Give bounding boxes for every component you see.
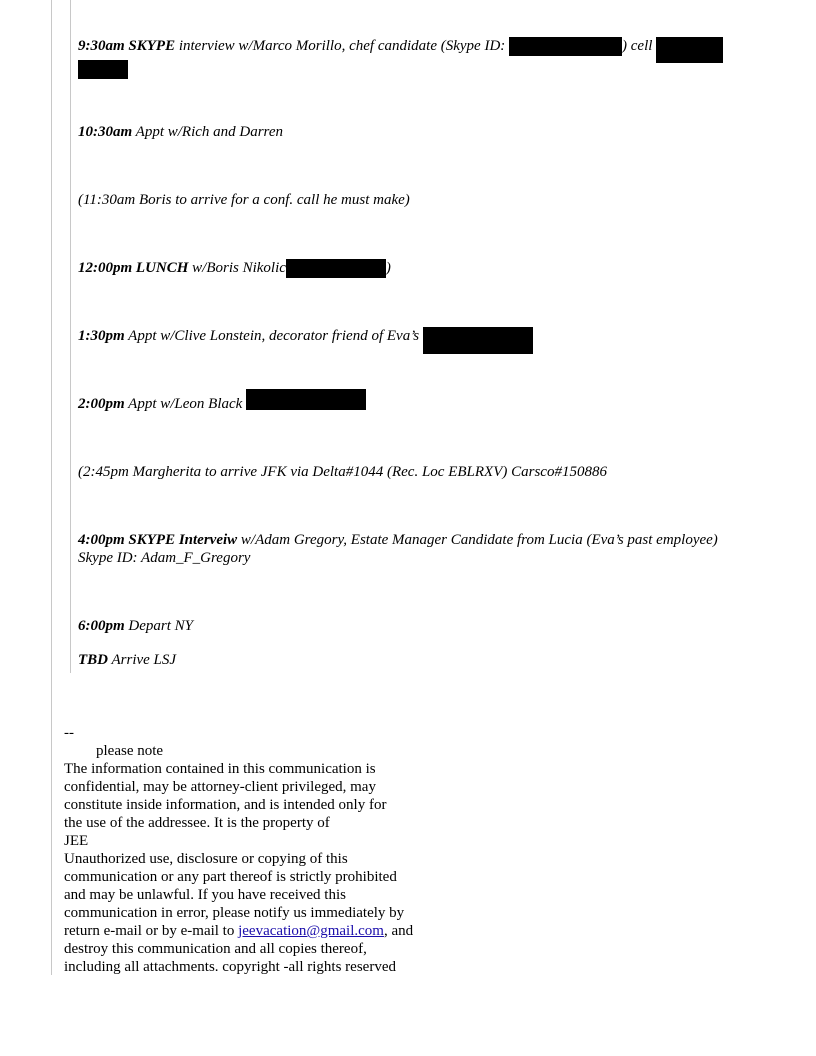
redaction-bar [423, 327, 533, 354]
signature-separator: -- [64, 725, 74, 741]
disclaimer-line [64, 922, 464, 940]
redaction-bar [246, 389, 366, 410]
entry-time: 9:30am SKYPE [78, 38, 176, 54]
schedule-entry-tbd [78, 651, 796, 669]
entry-text: Appt w/Rich and Darren [132, 124, 283, 140]
disclaimer-line: Unauthorized use, disclosure or copying of this [64, 851, 348, 867]
disclaimer-text: return e-mail or by e-mail to [64, 923, 239, 939]
entry-time: 4:00pm SKYPE Interveiw [78, 532, 238, 548]
schedule-entry-0930 [78, 37, 796, 63]
email-link[interactable]: jeevacation@gmail.com [238, 923, 384, 939]
disclaimer-line: constitute inside information, and is intended only for [64, 797, 387, 813]
schedule-entry-1330 [78, 327, 796, 354]
disclaimer-line: The information contained in this communication is [64, 761, 376, 777]
entry-text: w/Boris Nikolic [188, 260, 286, 276]
entry-text: w/Adam Gregory, Estate Manager Candidate from Lucia (Eva’s past employee) [237, 532, 718, 548]
schedule-entry-1800 [78, 617, 796, 635]
entry-text: Appt w/Clive Lonstein, decorator friend of Eva’s [124, 328, 423, 344]
entry-text: Appt w/Leon Black [124, 396, 247, 412]
entry-text: (11:30am Boris to arrive for a conf. call he must make) [78, 192, 410, 208]
entry-text-2: ) cell [622, 38, 657, 54]
disclaimer-line: communication in error, please notify us immediately by [64, 905, 405, 921]
entry-text: (2:45pm Margherita to arrive JFK via Delta#1044 (Rec. Loc EBLRXV) Carsco#150886 [78, 464, 607, 480]
entry-time: 2:00pm [78, 396, 125, 412]
quote-rule-inner [70, 0, 71, 673]
redaction-bar [78, 60, 128, 79]
please-note: please note [96, 743, 164, 759]
disclaimer-line: including all attachments. copyright -all rights reserved [64, 959, 396, 975]
schedule-entry-1445 [78, 463, 796, 481]
schedule-entry-1400 [78, 395, 796, 413]
entry-time: 1:30pm [78, 328, 125, 344]
schedule-entry-1030 [78, 123, 796, 141]
redaction-bar [656, 37, 723, 63]
quote-rule-outer [51, 0, 52, 975]
schedule-entry-1600 [78, 531, 796, 567]
disclaimer-text: , and [383, 923, 414, 939]
disclaimer-line: destroy this communication and all copies thereof, [64, 941, 367, 957]
entry-text: Depart NY [124, 618, 194, 634]
disclaimer-line: confidential, may be attorney-client privileged, may [64, 779, 376, 795]
schedule-entry-1200 [78, 259, 796, 278]
disclaimer-line: the use of the addressee. It is the property of [64, 815, 330, 831]
entry-time: TBD [78, 652, 108, 668]
redaction-bar [286, 259, 386, 278]
email-disclaimer [64, 724, 464, 976]
entry-time: 12:00pm LUNCH [78, 260, 189, 276]
entry-text-line2: Skype ID: Adam_F_Gregory [78, 550, 251, 566]
disclaimer-line: and may be unlawful. If you have received this [64, 887, 346, 903]
entry-text: Arrive LSJ [108, 652, 177, 668]
entry-text: interview w/Marco Morillo, chef candidate (Skype ID: [175, 38, 510, 54]
entry-time: 6:00pm [78, 618, 125, 634]
entry-text-2: ) [385, 260, 391, 276]
disclaimer-line: JEE [64, 833, 89, 849]
entry-time: 10:30am [78, 124, 133, 140]
schedule-entry-1130 [78, 191, 796, 209]
redaction-bar [509, 37, 622, 56]
disclaimer-line: communication or any part thereof is strictly prohibited [64, 869, 397, 885]
